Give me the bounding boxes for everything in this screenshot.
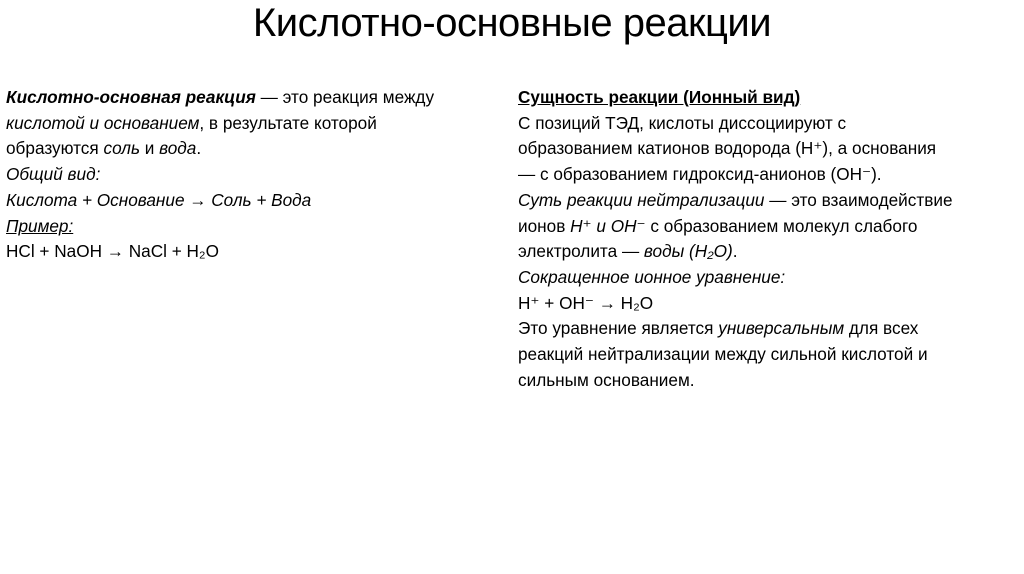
ionic-essence-column bbox=[518, 85, 1010, 393]
general-form-label: Общий вид: bbox=[6, 164, 101, 185]
acid-word: кислотой bbox=[6, 112, 85, 133]
neutralization-text: — это взаимодействие bbox=[764, 189, 953, 210]
slide-title: Кислотно-основные реакции bbox=[252, 1, 772, 45]
ions-formula: H⁺ и OH⁻ bbox=[570, 215, 646, 236]
ionic-equation-label: Сокращенное ионное уравнение: bbox=[518, 266, 786, 287]
ionic-equation: H⁺ + OH⁻ → H₂O bbox=[518, 292, 654, 313]
ted-text-line-3: — с образованием гидроксид-анионов (OH⁻). bbox=[518, 164, 882, 185]
definition-line-2 bbox=[6, 111, 491, 137]
definition-column bbox=[6, 85, 491, 265]
neutralization-line-1 bbox=[518, 188, 1010, 214]
ionic-essence-heading: Сущность реакции (Ионный вид) bbox=[518, 87, 801, 107]
neutralization-text: электролита — bbox=[518, 241, 644, 262]
and-word: и bbox=[84, 112, 104, 133]
ted-text-line-2: образованием катионов водорода (H⁺), а основания bbox=[518, 138, 937, 159]
definition-text: , в результате которой bbox=[199, 112, 377, 133]
salt-word: соль bbox=[103, 138, 140, 159]
example-equation: HCl + NaOH → NaCl + H₂O bbox=[6, 241, 219, 262]
water-word: вода bbox=[159, 138, 197, 159]
universal-line-1 bbox=[518, 316, 1010, 342]
neutralization-text: с образованием молекул слабого bbox=[645, 215, 918, 236]
universal-word: универсальным bbox=[718, 318, 845, 339]
neutralization-term: Суть реакции нейтрализации bbox=[518, 189, 765, 210]
general-form-equation: Кислота + Основание → Соль + Вода bbox=[6, 189, 312, 210]
definition-term: Кислотно-основная реакция bbox=[6, 87, 256, 107]
neutralization-text: ионов bbox=[518, 215, 571, 236]
definition-line-1 bbox=[6, 85, 491, 111]
ted-text-line-1: С позиций ТЭД, кислоты диссоциируют с bbox=[518, 112, 847, 133]
universal-text: для всех bbox=[844, 318, 919, 339]
universal-line-2: реакций нейтрализации между сильной кислотой и bbox=[518, 344, 928, 365]
period: . bbox=[196, 138, 202, 159]
and-word: и bbox=[140, 138, 160, 159]
period: . bbox=[732, 241, 738, 262]
neutralization-line-3 bbox=[518, 239, 1010, 265]
definition-text: образуются bbox=[6, 138, 104, 159]
neutralization-line-2 bbox=[518, 214, 1010, 240]
universal-text: Это уравнение является bbox=[518, 318, 719, 339]
example-label: Пример: bbox=[6, 215, 74, 236]
universal-line-3: сильным основанием. bbox=[518, 369, 695, 390]
base-word: основанием bbox=[103, 112, 200, 133]
definition-text: — это реакция между bbox=[255, 87, 435, 107]
water-formula: воды (H₂O) bbox=[643, 241, 733, 262]
definition-line-3 bbox=[6, 136, 491, 162]
